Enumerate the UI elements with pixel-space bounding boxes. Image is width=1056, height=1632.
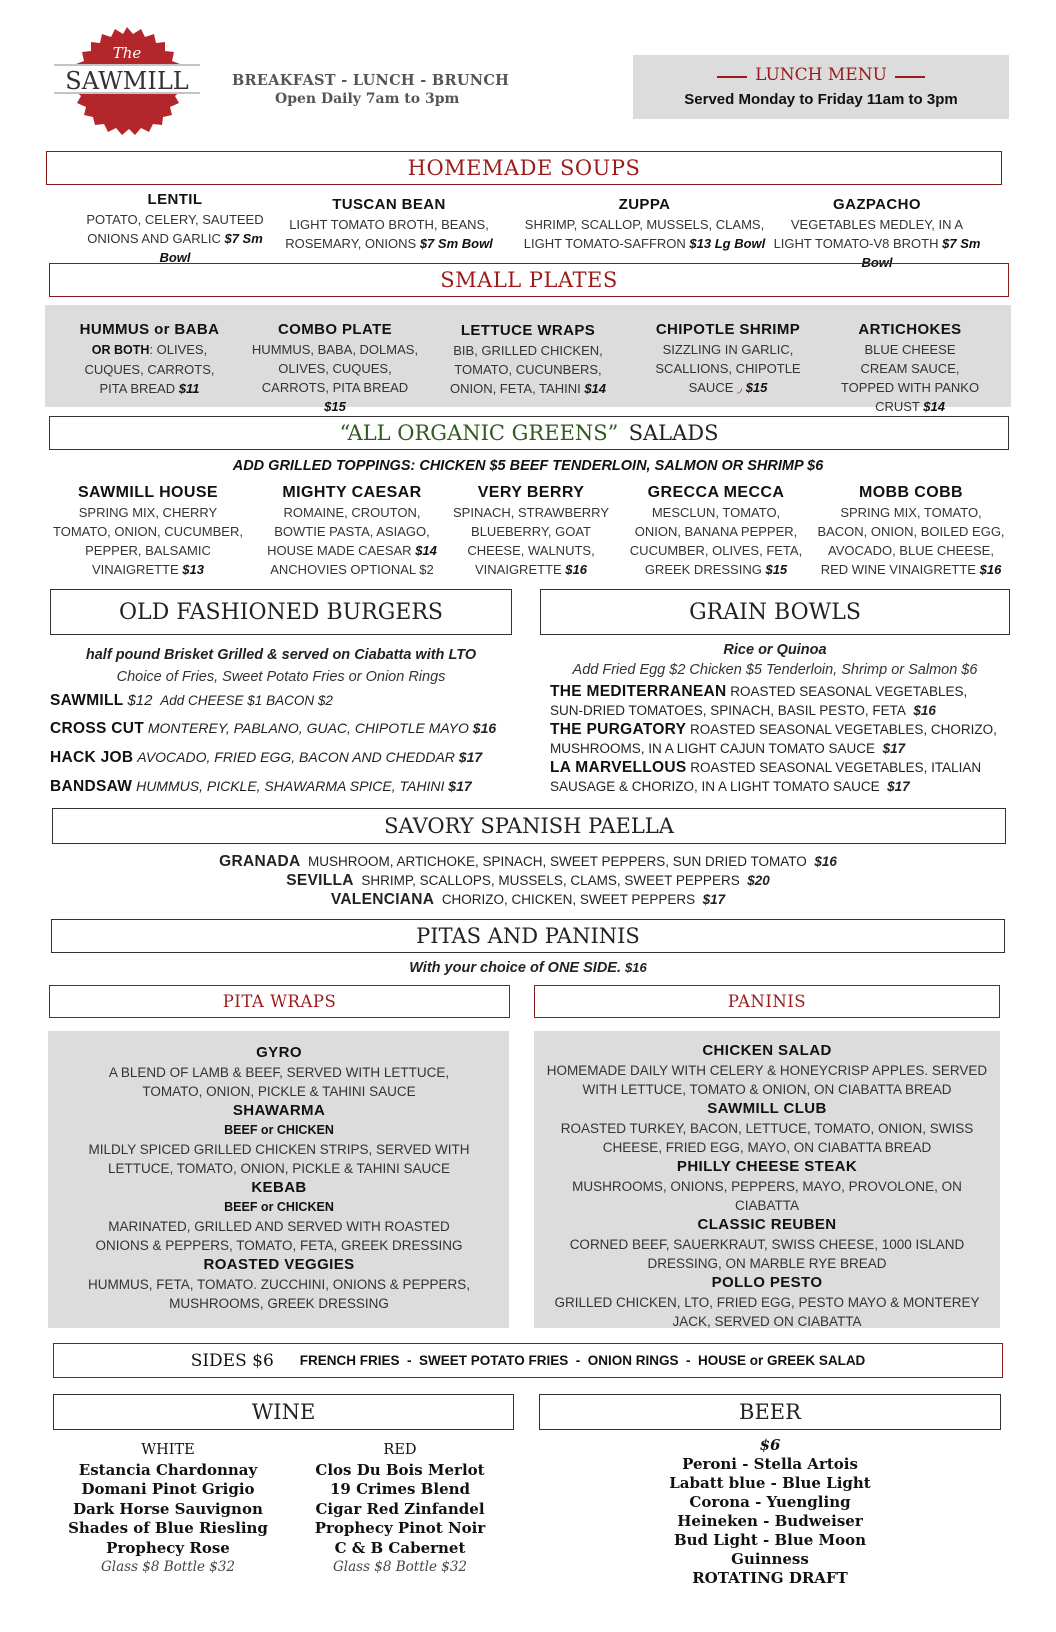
bowl-desc: ROASTED SEASONAL VEGETABLES, [730, 684, 968, 699]
beer-item: Corona - Yuengling [689, 1493, 851, 1511]
wrap-name: KEBAB [251, 1179, 307, 1196]
beer-item: Peroni - Stella Artois [682, 1455, 858, 1473]
header-hours: Open Daily 7am to 3pm [275, 91, 460, 107]
wine-item: Clos Du Bois Merlot [315, 1460, 485, 1479]
plate-name: LETTUCE WRAPS [460, 322, 596, 339]
burger-desc: AVOCADO, FRIED EGG, BACON AND CHEDDAR [137, 749, 455, 765]
paella-granada [0, 852, 1056, 871]
sides-label: SIDES $6 [190, 1350, 274, 1371]
burger-sawmill [50, 692, 333, 710]
paella-name: VALENCIANA [330, 891, 435, 908]
plate-desc: BLUE CHEESE CREAM SAUCE, TOPPED WITH PANKO CRUST [840, 342, 980, 414]
salad-extra: ANCHOVIES OPTIONAL $2 [270, 562, 434, 577]
soup-price: $7 Sm Bowl [159, 231, 263, 265]
banner-rule-right [895, 76, 925, 78]
wine-item: Estancia Chardonnay [78, 1460, 258, 1479]
wine-item: 19 Crimes Blend [329, 1480, 471, 1498]
beer-item: Bud Light - Blue Moon [673, 1531, 867, 1549]
salad-price: $14 [415, 543, 437, 558]
panini-desc: CORNED BEEF, SAUERKRAUT, SWISS CHEESE, 1000 ISLAND DRESSING, ON MARBLE RYE BREAD [569, 1237, 965, 1271]
grain-bowls-title: GRAIN BOWLS [689, 599, 861, 625]
logo-small-text: The [112, 44, 142, 62]
burger-name: BANDSAW [50, 778, 133, 795]
panini-name: SAWMILL CLUB [707, 1100, 827, 1117]
wrap-desc: MILDLY SPICED GRILLED CHICKEN STRIPS, SERVED WITH LETTUCE, TOMATO, ONION, PICKLE & TAHINI SAUCE [88, 1142, 470, 1176]
plate-price: $11 [178, 381, 200, 396]
wine-item: Dark Horse Sauvignon [73, 1499, 263, 1518]
panini-name: CLASSIC REUBEN [697, 1216, 837, 1233]
plate-price: $14 [923, 399, 945, 414]
soup-price: $7 Sm Bowl [861, 236, 981, 270]
paninis-list [545, 1041, 989, 1331]
plate-name: HUMMUS or BABA [79, 321, 220, 338]
wine-item: Shades of Blue Riesling [68, 1519, 268, 1537]
grain-base: Rice or Quinoa [723, 642, 827, 658]
burger-price: $12 [127, 692, 153, 709]
plate-name: CHIPOTLE SHRIMP [655, 321, 801, 338]
beer-title: BEER [739, 1400, 801, 1424]
soup-zuppa [522, 195, 767, 253]
salad-name: SAWMILL HOUSE [77, 484, 219, 501]
burger-bandsaw [50, 778, 472, 796]
sides-bar [53, 1343, 1003, 1378]
wrap-desc: MARINATED, GRILLED AND SERVED WITH ROASTED ONIONS & PEPPERS, TOMATO, FETA, GREEK DRESSING [95, 1219, 463, 1253]
salad-desc: ROMAINE, CROUTON, BOWTIE PASTA, ASIAGO, HOUSE MADE CAESAR [267, 505, 430, 558]
plate-desc: HUMMUS, BABA, DOLMAS, OLIVES, CUQUES, CARROTS, PITA BREAD [251, 342, 419, 395]
burger-desc: Add CHEESE $1 BACON $2 [160, 693, 333, 708]
plate-chipotle-shrimp [648, 320, 808, 397]
salad-name: VERY BERRY [477, 484, 585, 501]
burgers-choice: Choice of Fries, Sweet Potato Fries or Onion Rings [116, 669, 446, 685]
burger-name: HACK JOB [50, 749, 134, 766]
salad-price: $16 [979, 562, 1002, 577]
grain-add: Add Fried Egg $2 Chicken $5 Tenderloin, Shrimp or Salmon $6 [572, 662, 978, 678]
bowl-price: $17 [882, 741, 906, 756]
paella-header [52, 808, 1006, 844]
sides-items: FRENCH FRIES - SWEET POTATO FRIES - ONION RINGS - HOUSE or GREEK SALAD [299, 1353, 866, 1368]
panini-desc: ROASTED TURKEY, BACON, LETTUCE, TOMATO, ONION, SWISS CHEESE, FRIED EGG, MAYO, ON CIABATTA BREAD [560, 1121, 974, 1155]
soup-desc: POTATO, CELERY, SAUTEED ONIONS AND GARLIC [86, 212, 264, 246]
paella-list [0, 852, 1056, 909]
salad-toppings: ADD GRILLED TOPPINGS: CHICKEN $5 BEEF TENDERLOIN, SALMON OR SHRIMP $6 [232, 458, 824, 474]
pita-wraps-header [49, 985, 510, 1018]
paella-name: SEVILLA [286, 872, 354, 889]
paella-price: $16 [814, 854, 837, 869]
wine-item: Cigar Red Zinfandel [315, 1499, 485, 1518]
wine-white-list [58, 1441, 278, 1578]
paella-desc: SHRIMP, SCALLOPS, MUSSELS, CLAMS, SWEET PEPPERS [361, 873, 740, 888]
wrap-name: ROASTED VEGGIES [203, 1256, 355, 1273]
paninis-title: PANINIS [727, 992, 807, 1011]
salad-price: $15 [765, 562, 788, 577]
wine-white-price: Glass $8 Bottle $32 [100, 1559, 236, 1575]
bowl-desc: ROASTED SEASONAL VEGETABLES, ITALIAN [690, 760, 982, 775]
salad-very-berry [452, 483, 610, 579]
soup-name: ZUPPA [618, 196, 671, 213]
plate-hummus [72, 320, 227, 398]
wrap-desc: A BLEND OF LAMB & BEEF, SERVED WITH LETTUCE, TOMATO, ONION, PICKLE & TAHINI SAUCE [108, 1065, 450, 1099]
lunch-menu-hours: Served Monday to Friday 11am to 3pm [684, 91, 958, 108]
burger-hack-job [50, 749, 482, 767]
panini-name: PHILLY CHEESE STEAK [676, 1158, 858, 1175]
burgers-title: OLD FASHIONED BURGERS [119, 599, 443, 625]
beer-item: ROTATING DRAFT [692, 1569, 848, 1587]
salad-desc: SPRING MIX, CHERRY TOMATO, ONION, CUCUMBER, PEPPER, BALSAMIC VINAIGRETTE [53, 505, 243, 577]
panini-name: CHICKEN SALAD [702, 1042, 832, 1059]
salad-desc: MESCLUN, TOMATO, ONION, BANANA PEPPER, CUCUMBER, OLIVES, FETA, GREEK DRESSING [629, 505, 803, 577]
logo [52, 26, 202, 136]
salad-mobb-cobb [814, 483, 1008, 579]
plate-artichokes [840, 320, 980, 416]
wine-white-header: WHITE [141, 1442, 195, 1458]
beer-header [539, 1394, 1001, 1430]
paella-title: SAVORY SPANISH PAELLA [384, 814, 674, 838]
panini-name: POLLO PESTO [711, 1274, 823, 1291]
plate-name: ARTICHOKES [858, 321, 962, 338]
soup-name: GAZPACHO [833, 196, 921, 213]
plate-desc: BIB, GRILLED CHICKEN, TOMATO, CUCUNBERS, ONION, FETA, TAHINI [449, 343, 603, 396]
panini-desc: GRILLED CHICKEN, LTO, FRIED EGG, PESTO MAYO & MONTEREY JACK, SERVED ON CIABATTA [554, 1295, 980, 1329]
salad-desc: SPRING MIX, TOMATO, BACON, ONION, BOILED EGG, AVOCADO, BLUE CHEESE, RED WINE VINAIGRETTE [817, 505, 1005, 577]
burger-cross-cut [50, 720, 496, 738]
soup-price: $7 Sm Bowl [419, 236, 493, 251]
small-plates-title: SMALL PLATES [440, 268, 618, 292]
bowl-la-marvellous [550, 758, 981, 796]
pitas-note-text: With your choice of ONE SIDE. [409, 960, 622, 976]
panini-desc: MUSHROOMS, ONIONS, PEPPERS, MAYO, PROVOLONE, ON CIABATTA [572, 1179, 962, 1213]
wine-red-header: RED [383, 1442, 417, 1458]
salad-desc: SPINACH, STRAWBERRY BLUEBERRY, GOAT CHEESE, WALNUTS, VINAIGRETTE [452, 505, 610, 577]
paella-valenciana [0, 890, 1056, 909]
bowl-desc-cont: SUN-DRIED TOMATOES, SPINACH, BASIL PESTO, FETA [550, 703, 906, 718]
paninis-header [534, 985, 1000, 1018]
plate-price: $15 [745, 380, 768, 395]
wine-item: Prophecy Pinot Noir [314, 1519, 486, 1537]
pita-wraps-title: PITA WRAPS [222, 992, 337, 1011]
logo-name: SAWMILL [65, 67, 189, 95]
wine-red-list [300, 1441, 500, 1578]
beer-list [620, 1436, 920, 1588]
beer-price: $6 [759, 1436, 781, 1454]
wine-item: C & B Cabernet [334, 1538, 466, 1557]
salad-sawmill-house [53, 483, 243, 579]
plate-name: COMBO PLATE [277, 321, 393, 338]
wrap-sub: BEEF or CHICKEN [224, 1123, 334, 1137]
plate-sub: OR BOTH [91, 343, 150, 357]
lunch-banner [633, 55, 1009, 119]
salad-name: MOBB COBB [858, 484, 964, 501]
soup-price: $13 Lg Bowl [689, 236, 766, 251]
bowl-desc-cont: MUSHROOMS, IN A LIGHT CAJUN TOMATO SAUCE [550, 741, 876, 756]
pitas-note-price: $16 [625, 960, 647, 975]
salads-title-green: “ALL ORGANIC GREENS” [339, 421, 619, 445]
soup-lentil [80, 190, 270, 267]
wine-title: WINE [251, 1400, 316, 1424]
soup-desc: SHRIMP, SCALLOP, MUSSELS, CLAMS, LIGHT TOMATO-SAFFRON [523, 217, 765, 251]
grain-bowls-header [540, 589, 1010, 635]
wrap-name: GYRO [256, 1044, 302, 1061]
wine-item: Domani Pinot Grigio [81, 1480, 255, 1498]
salad-grecca-mecca [628, 483, 804, 579]
pitas-note [0, 960, 1056, 976]
bowl-desc: ROASTED SEASONAL VEGETABLES, CHORIZO, [690, 722, 997, 737]
burger-name: CROSS CUT [50, 720, 144, 737]
beer-item: Guinness [731, 1550, 809, 1568]
plate-price: $14 [584, 381, 607, 396]
pitas-title: PITAS AND PANINIS [416, 924, 640, 948]
wine-red-price: Glass $8 Bottle $32 [332, 1559, 468, 1575]
salad-name: GRECCA MECCA [647, 484, 785, 501]
burger-desc: MONTEREY, PABLANO, GUAC, CHIPOTLE MAYO [147, 720, 469, 736]
soup-tuscan-bean [284, 195, 494, 253]
plate-price: $15 [324, 399, 346, 414]
burger-price: $17 [448, 778, 472, 794]
wrap-sub: BEEF or CHICKEN [224, 1200, 334, 1214]
bowl-price: $17 [887, 779, 910, 794]
burger-name: SAWMILL [50, 692, 124, 709]
burgers-header [50, 589, 512, 635]
wine-item: Prophecy Rose [106, 1538, 230, 1557]
plate-lettuce-wraps [448, 321, 608, 398]
plate-desc: : OLIVES, CUQUES, CARROTS, PITA BREAD [84, 342, 215, 396]
soups-title: HOMEMADE SOUPS [407, 156, 641, 180]
lunch-menu-title: LUNCH MENU [755, 65, 887, 85]
soup-desc: VEGETABLES MEDLEY, IN A LIGHT TOMATO-V8 BROTH [773, 217, 964, 251]
chili-icon: ◞ [737, 380, 743, 395]
burgers-intro: half pound Brisket Grilled & served on Ciabatta with LTO [85, 647, 477, 663]
bowl-mediterranean [550, 682, 967, 720]
plate-combo [250, 320, 420, 416]
salad-name: MIGHTY CAESAR [282, 484, 422, 501]
salads-title-rest: SALADS [628, 421, 719, 445]
burger-price: $17 [458, 749, 483, 765]
paella-desc: MUSHROOM, ARTICHOKE, SPINACH, SWEET PEPPERS, SUN DRIED TOMATO [307, 854, 807, 869]
soups-header [46, 151, 1002, 185]
bowl-name: THE PURGATORY [550, 721, 687, 738]
wrap-name: SHAWARMA [232, 1102, 326, 1119]
salad-price: $16 [565, 562, 587, 577]
beer-item: Heineken - Budweiser [677, 1512, 863, 1530]
bowl-price: $16 [913, 703, 936, 718]
burger-price: $16 [472, 720, 497, 736]
bowl-desc-cont: SAUSAGE & CHORIZO, IN A LIGHT TOMATO SAUCE [550, 779, 880, 794]
paella-price: $17 [702, 892, 726, 907]
wine-header [53, 1394, 514, 1430]
bowl-name: THE MEDITERRANEAN [550, 683, 727, 700]
small-plates-header [49, 263, 1009, 297]
salad-price: $13 [182, 562, 204, 577]
burger-desc: HUMMUS, PICKLE, SHAWARMA SPICE, TAHINI [136, 778, 445, 794]
soup-desc: LIGHT TOMATO BROTH, BEANS, ROSEMARY, ONIONS [285, 217, 489, 251]
soup-name: TUSCAN BEAN [332, 196, 446, 213]
paella-name: GRANADA [219, 853, 301, 870]
panini-desc: HOMEMADE DAILY WITH CELERY & HONEYCRISP APPLES. SERVED WITH LETTUCE, TOMATO & ONION, ON CIABATTA BREAD [546, 1063, 988, 1097]
salad-mighty-caesar [262, 483, 442, 579]
pita-wraps-list [80, 1043, 478, 1313]
salads-header [49, 416, 1009, 450]
header-tagline: BREAKFAST - LUNCH - BRUNCH [232, 72, 510, 89]
pitas-header [51, 919, 1005, 953]
beer-item: Labatt blue - Blue Light [669, 1474, 871, 1492]
paella-price: $20 [747, 873, 770, 888]
paella-sevilla [0, 871, 1056, 890]
soup-gazpacho [772, 195, 982, 272]
bowl-name: LA MARVELLOUS [550, 759, 687, 776]
paella-desc: CHORIZO, CHICKEN, SWEET PEPPERS [441, 892, 696, 907]
bowl-purgatory [550, 720, 997, 758]
soup-name: LENTIL [147, 191, 203, 208]
wrap-desc: HUMMUS, FETA, TOMATO. ZUCCHINI, ONIONS & PEPPERS, MUSHROOMS, GREEK DRESSING [87, 1277, 471, 1311]
plate-desc: SIZZLING IN GARLIC, SCALLIONS, CHIPOTLE SAUCE [655, 342, 801, 395]
